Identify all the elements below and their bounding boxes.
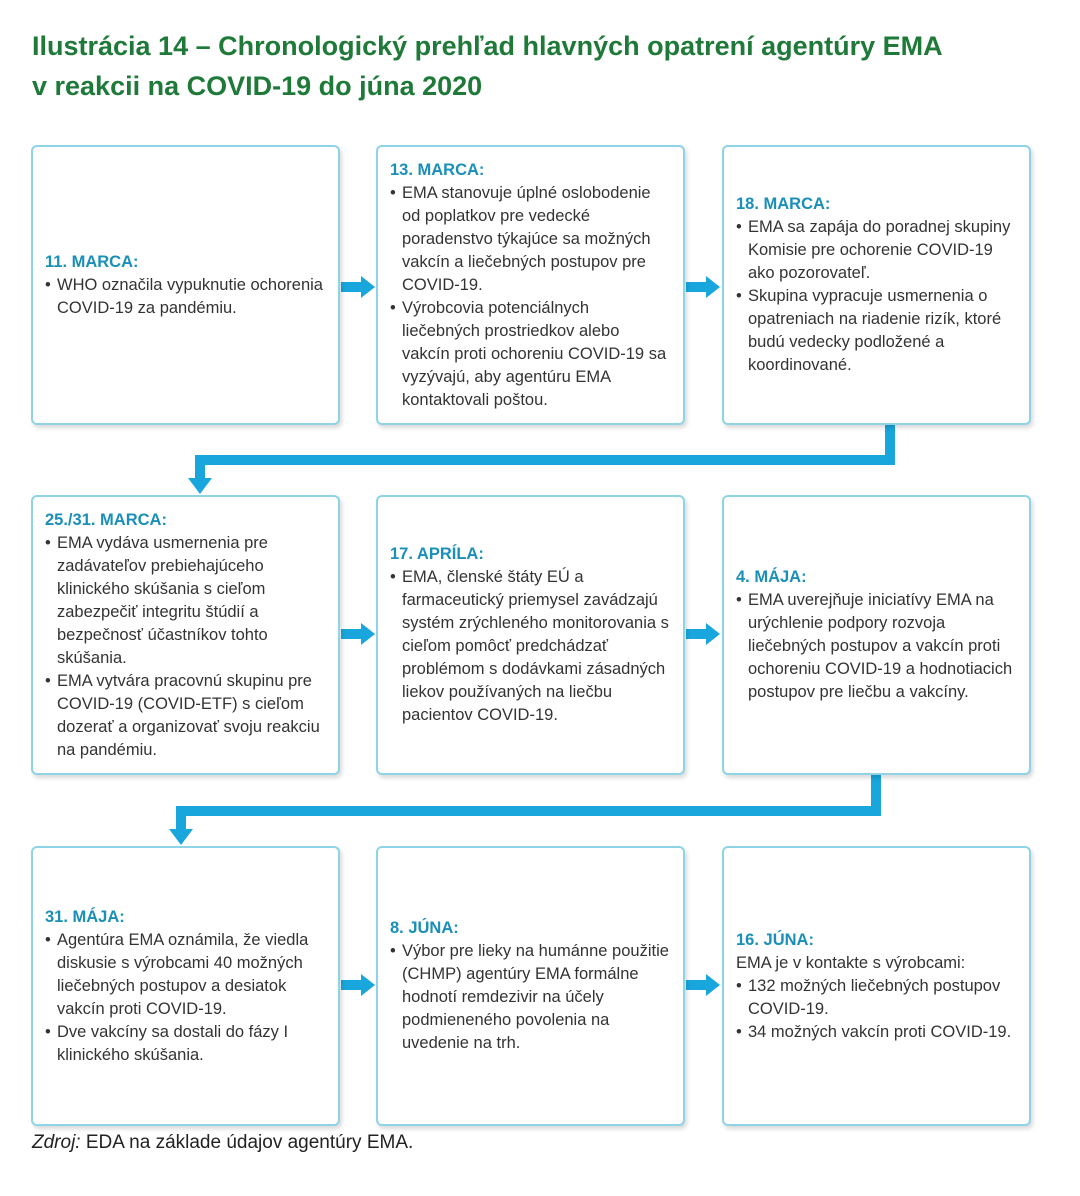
milestone-box-17-april bbox=[376, 495, 685, 775]
elbow-connector-2 bbox=[169, 775, 881, 845]
milestone-box-25-31-march bbox=[31, 495, 340, 775]
bullet-list bbox=[390, 182, 671, 412]
milestone-box-31-may bbox=[31, 846, 340, 1126]
bullet-item: • Dve vakcíny sa dostali do fázy I klinického skúšania. bbox=[45, 1021, 326, 1067]
bullet-item: • EMA, členské štáty EÚ a farmaceutický priemysel zavádzajú systém zrýchleného monitorovania s cieľom pomôcť predchádzať problémom s dodávkami zásadných liekov používaných na liečbu pacientov COVID-19. bbox=[390, 566, 671, 727]
title-line-2: v reakcii na COVID-19 do júna 2020 bbox=[32, 71, 483, 101]
milestone-date: 8. JÚNA: bbox=[390, 919, 459, 937]
arrow-right-4-5 bbox=[341, 623, 375, 645]
arrow-right-8-9 bbox=[686, 974, 720, 996]
bullet-item: • Výrobcovia potenciálnych liečebných prostriedkov alebo vakcín proti ochoreniu COVID-19 sa vyzývajú, aby agentúru EMA kontaktovali poštou. bbox=[390, 297, 671, 412]
bullet-item: • EMA stanovuje úplné oslobodenie od poplatkov pre vedecké poradenstvo týkajúce sa možných vakcín a liečebných postupov pre COVID-19. bbox=[390, 182, 671, 297]
bullet-list bbox=[45, 929, 326, 1067]
bullet-item: • EMA uverejňuje iniciatívy EMA na urýchlenie podpory rozvoja liečebných postupov a vakcín proti ochoreniu COVID-19 a hodnotiacich postupov pre liečbu a vakcíny. bbox=[736, 589, 1017, 704]
arrow-right-5-6 bbox=[686, 623, 720, 645]
bullet-list bbox=[390, 566, 671, 727]
arrow-right-1-2 bbox=[341, 276, 375, 298]
milestone-date: 16. JÚNA: bbox=[736, 930, 814, 949]
bullet-item: • EMA vytvára pracovnú skupinu pre COVID-19 (COVID-ETF) s cieľom dozerať a organizovať svoju reakciu na pandémiu. bbox=[45, 670, 326, 762]
milestone-box-16-june bbox=[722, 846, 1031, 1126]
source-note bbox=[32, 1132, 413, 1154]
bullet-item: • Skupina vypracuje usmernenia o opatreniach na riadenie rizík, ktoré budú vedecky podložené a koordinované. bbox=[736, 285, 1017, 377]
bullet-list bbox=[390, 940, 671, 1055]
milestone-date: 18. MARCA: bbox=[736, 195, 831, 213]
milestone-box-8-june bbox=[376, 846, 685, 1126]
bullet-item: • EMA vydáva usmernenia pre zadávateľov prebiehajúceho klinického skúšania s cieľom zabezpečiť integritu štúdií a bezpečnosť účastníkov tohto skúšania. bbox=[45, 532, 326, 670]
bullet-list bbox=[736, 975, 1017, 1044]
bullet-list bbox=[736, 589, 1017, 704]
arrow-right-2-3 bbox=[686, 276, 720, 298]
bullet-item: • Výbor pre lieky na humánne použitie (CHMP) agentúry EMA formálne hodnotí remdezivir na účely podmieneného povolenia na uvedenie na trh. bbox=[390, 940, 671, 1055]
milestone-date: 25./31. MARCA: bbox=[45, 510, 167, 529]
bullet-item: • EMA sa zapája do poradnej skupiny Komisie pre ochorenie COVID-19 ako pozorovateľ. bbox=[736, 216, 1017, 285]
milestone-box-11-march bbox=[31, 145, 340, 425]
source-label: Zdroj: bbox=[32, 1132, 81, 1153]
milestone-date: 31. MÁJA: bbox=[45, 907, 125, 926]
source-text: EDA na základe údajov agentúry EMA. bbox=[85, 1132, 414, 1153]
milestone-box-4-may bbox=[722, 495, 1031, 775]
milestone-intro: EMA je v kontakte s výrobcami: bbox=[736, 953, 966, 972]
bullet-list bbox=[45, 532, 326, 762]
milestone-date: 11. MARCA: bbox=[45, 252, 139, 271]
title-line-1: Ilustrácia 14 – Chronologický prehľad hlavných opatrení agentúry EMA bbox=[32, 31, 943, 61]
bullet-item: • 34 možných vakcín proti COVID-19. bbox=[736, 1021, 1017, 1044]
milestone-date: 17. APRÍLA: bbox=[390, 545, 484, 563]
bullet-item: • 132 možných liečebných postupov COVID-19. bbox=[736, 975, 1017, 1021]
elbow-connector-1 bbox=[188, 424, 895, 494]
arrow-right-7-8 bbox=[341, 974, 375, 996]
bullet-item: • WHO označila vypuknutie ochorenia COVID-19 za pandémiu. bbox=[45, 274, 326, 320]
milestone-box-13-march bbox=[376, 145, 685, 425]
bullet-item: • Agentúra EMA oznámila, že viedla diskusie s výrobcami 40 možných liečebných postupov a desiatok vakcín proti COVID-19. bbox=[45, 929, 326, 1021]
milestone-date: 13. MARCA: bbox=[390, 160, 485, 179]
bullet-list bbox=[736, 216, 1017, 377]
bullet-list bbox=[45, 274, 326, 320]
milestone-date: 4. MÁJA: bbox=[736, 568, 807, 586]
milestone-box-18-march bbox=[722, 145, 1031, 425]
